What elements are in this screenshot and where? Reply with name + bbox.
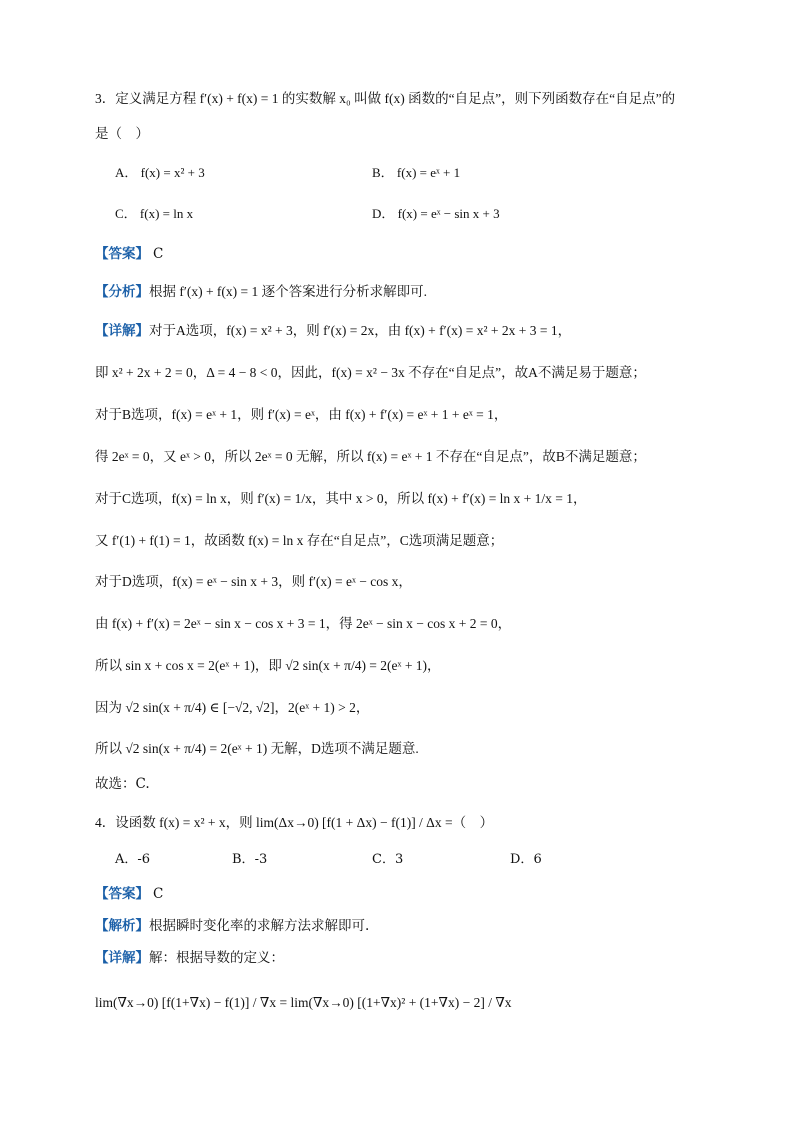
- q3-answer: [95, 244, 163, 264]
- detail-text: 解：根据导数的定义：: [149, 950, 284, 966]
- q3-analysis: [95, 282, 427, 302]
- option-text: 3: [394, 852, 404, 867]
- q3-detail-line-8: 由 f(x) + f′(x) = 2eˣ − sin x − cos x + 3 = 1，得 2eˣ − sin x − cos x + 2 = 0，: [95, 616, 512, 631]
- detail-text: 对于A选项，f(x) = x² + 3，则 f′(x) = 2x，由 f(x) + f′(x) = x² + 2x + 3 = 1，: [149, 323, 572, 338]
- answer-tag: 【答案】: [95, 246, 149, 262]
- answer-value: C: [153, 886, 164, 902]
- q3-option-b: [372, 163, 460, 183]
- q4-answer: [95, 884, 163, 904]
- option-text: f(x) = eˣ − sin x + 3: [397, 206, 500, 221]
- option-label: B．: [372, 165, 394, 180]
- option-label: B．: [232, 852, 255, 867]
- option-label: A．: [115, 852, 138, 867]
- q3-detail-line-10: 因为 √2 sin(x + π/4) ∈ [−√2, √2]，2(eˣ + 1) > 2，: [95, 700, 370, 715]
- q3-stem-line1: 3．定义满足方程 f′(x) + f(x) = 1 的实数解 x₀ 叫做 f(x) 函数的“自足点”，则下列函数存在“自足点”的: [95, 91, 676, 106]
- option-text: f(x) = eˣ + 1: [396, 165, 461, 180]
- answer-tag: 【答案】: [95, 886, 149, 902]
- q3-option-d: [372, 204, 500, 224]
- q4-option-d: [510, 850, 542, 870]
- option-label: D．: [510, 852, 534, 867]
- option-label: D．: [372, 206, 395, 221]
- q3-detail-line-11: 所以 √2 sin(x + π/4) = 2(eˣ + 1) 无解，D选项不满足题意.: [95, 741, 419, 756]
- q4-option-c: [372, 850, 403, 870]
- option-text: -6: [137, 852, 151, 867]
- q3-detail-line-7: 对于D选项，f(x) = eˣ − sin x + 3，则 f′(x) = eˣ − cos x，: [95, 574, 412, 589]
- q3-detail-line-4: 得 2eˣ = 0，又 eˣ > 0，所以 2eˣ = 0 无解，所以 f(x) = eˣ + 1 不存在“自足点”，故B不满足题意；: [95, 449, 646, 464]
- analysis-tag: 【解析】: [95, 918, 149, 934]
- q3-stem-line2: 是（ ）: [95, 126, 149, 142]
- q4-stem: 4．设函数 f(x) = x² + x，则 lim(Δx→0) [f(1 + Δx) − f(1)] / Δx =（ ）: [95, 815, 494, 830]
- q4-limit-formula: lim(∇x→0) [f(1+∇x) − f(1)] / ∇x = lim(∇x→0) [(1+∇x)² + (1+∇x) − 2] / ∇x: [95, 995, 512, 1010]
- option-text: -3: [254, 852, 268, 867]
- q3-option-c: [115, 204, 193, 224]
- option-text: f(x) = ln x: [139, 206, 194, 221]
- q4-option-b: [232, 850, 267, 870]
- detail-tag: 【详解】: [95, 950, 149, 966]
- option-text: 6: [533, 852, 542, 867]
- q3-detail-line-2: 即 x² + 2x + 2 = 0，Δ = 4 − 8 < 0，因此，f(x) = x² − 3x 不存在“自足点”，故A不满足易于题意；: [95, 365, 646, 380]
- q3-detail-line-6: 又 f′(1) + f(1) = 1，故函数 f(x) = ln x 存在“自足点”，C选项满足题意；: [95, 533, 504, 548]
- analysis-tag: 【分析】: [95, 284, 149, 299]
- q3-conclusion: 故选：C.: [95, 776, 150, 792]
- q3-detail-line-1: [95, 321, 571, 341]
- analysis-text: 根据 f′(x) + f(x) = 1 逐个答案进行分析求解即可.: [149, 284, 428, 299]
- q3-detail-line-5: 对于C选项，f(x) = ln x，则 f′(x) = 1/x，其中 x > 0，所以 f(x) + f′(x) = ln x + 1/x = 1，: [95, 491, 587, 506]
- option-label: A．: [115, 165, 138, 180]
- q4-analysis: [95, 916, 369, 936]
- option-label: C．: [372, 852, 395, 867]
- option-text: f(x) = x² + 3: [140, 165, 205, 180]
- q4-detail: [95, 948, 284, 968]
- q3-detail-line-9: 所以 sin x + cos x = 2(eˣ + 1)，即 √2 sin(x + π/4) = 2(eˣ + 1)，: [95, 658, 441, 673]
- q4-option-a: [115, 850, 150, 870]
- q3-detail-line-3: 对于B选项，f(x) = eˣ + 1，则 f′(x) = eˣ，由 f(x) + f′(x) = eˣ + 1 + eˣ = 1，: [95, 407, 508, 422]
- detail-tag: 【详解】: [95, 323, 149, 338]
- q3-option-a: [115, 163, 205, 183]
- analysis-text: 根据瞬时变化率的求解方法求解即可.: [149, 918, 370, 934]
- option-label: C．: [115, 206, 137, 221]
- answer-value: C: [153, 246, 164, 262]
